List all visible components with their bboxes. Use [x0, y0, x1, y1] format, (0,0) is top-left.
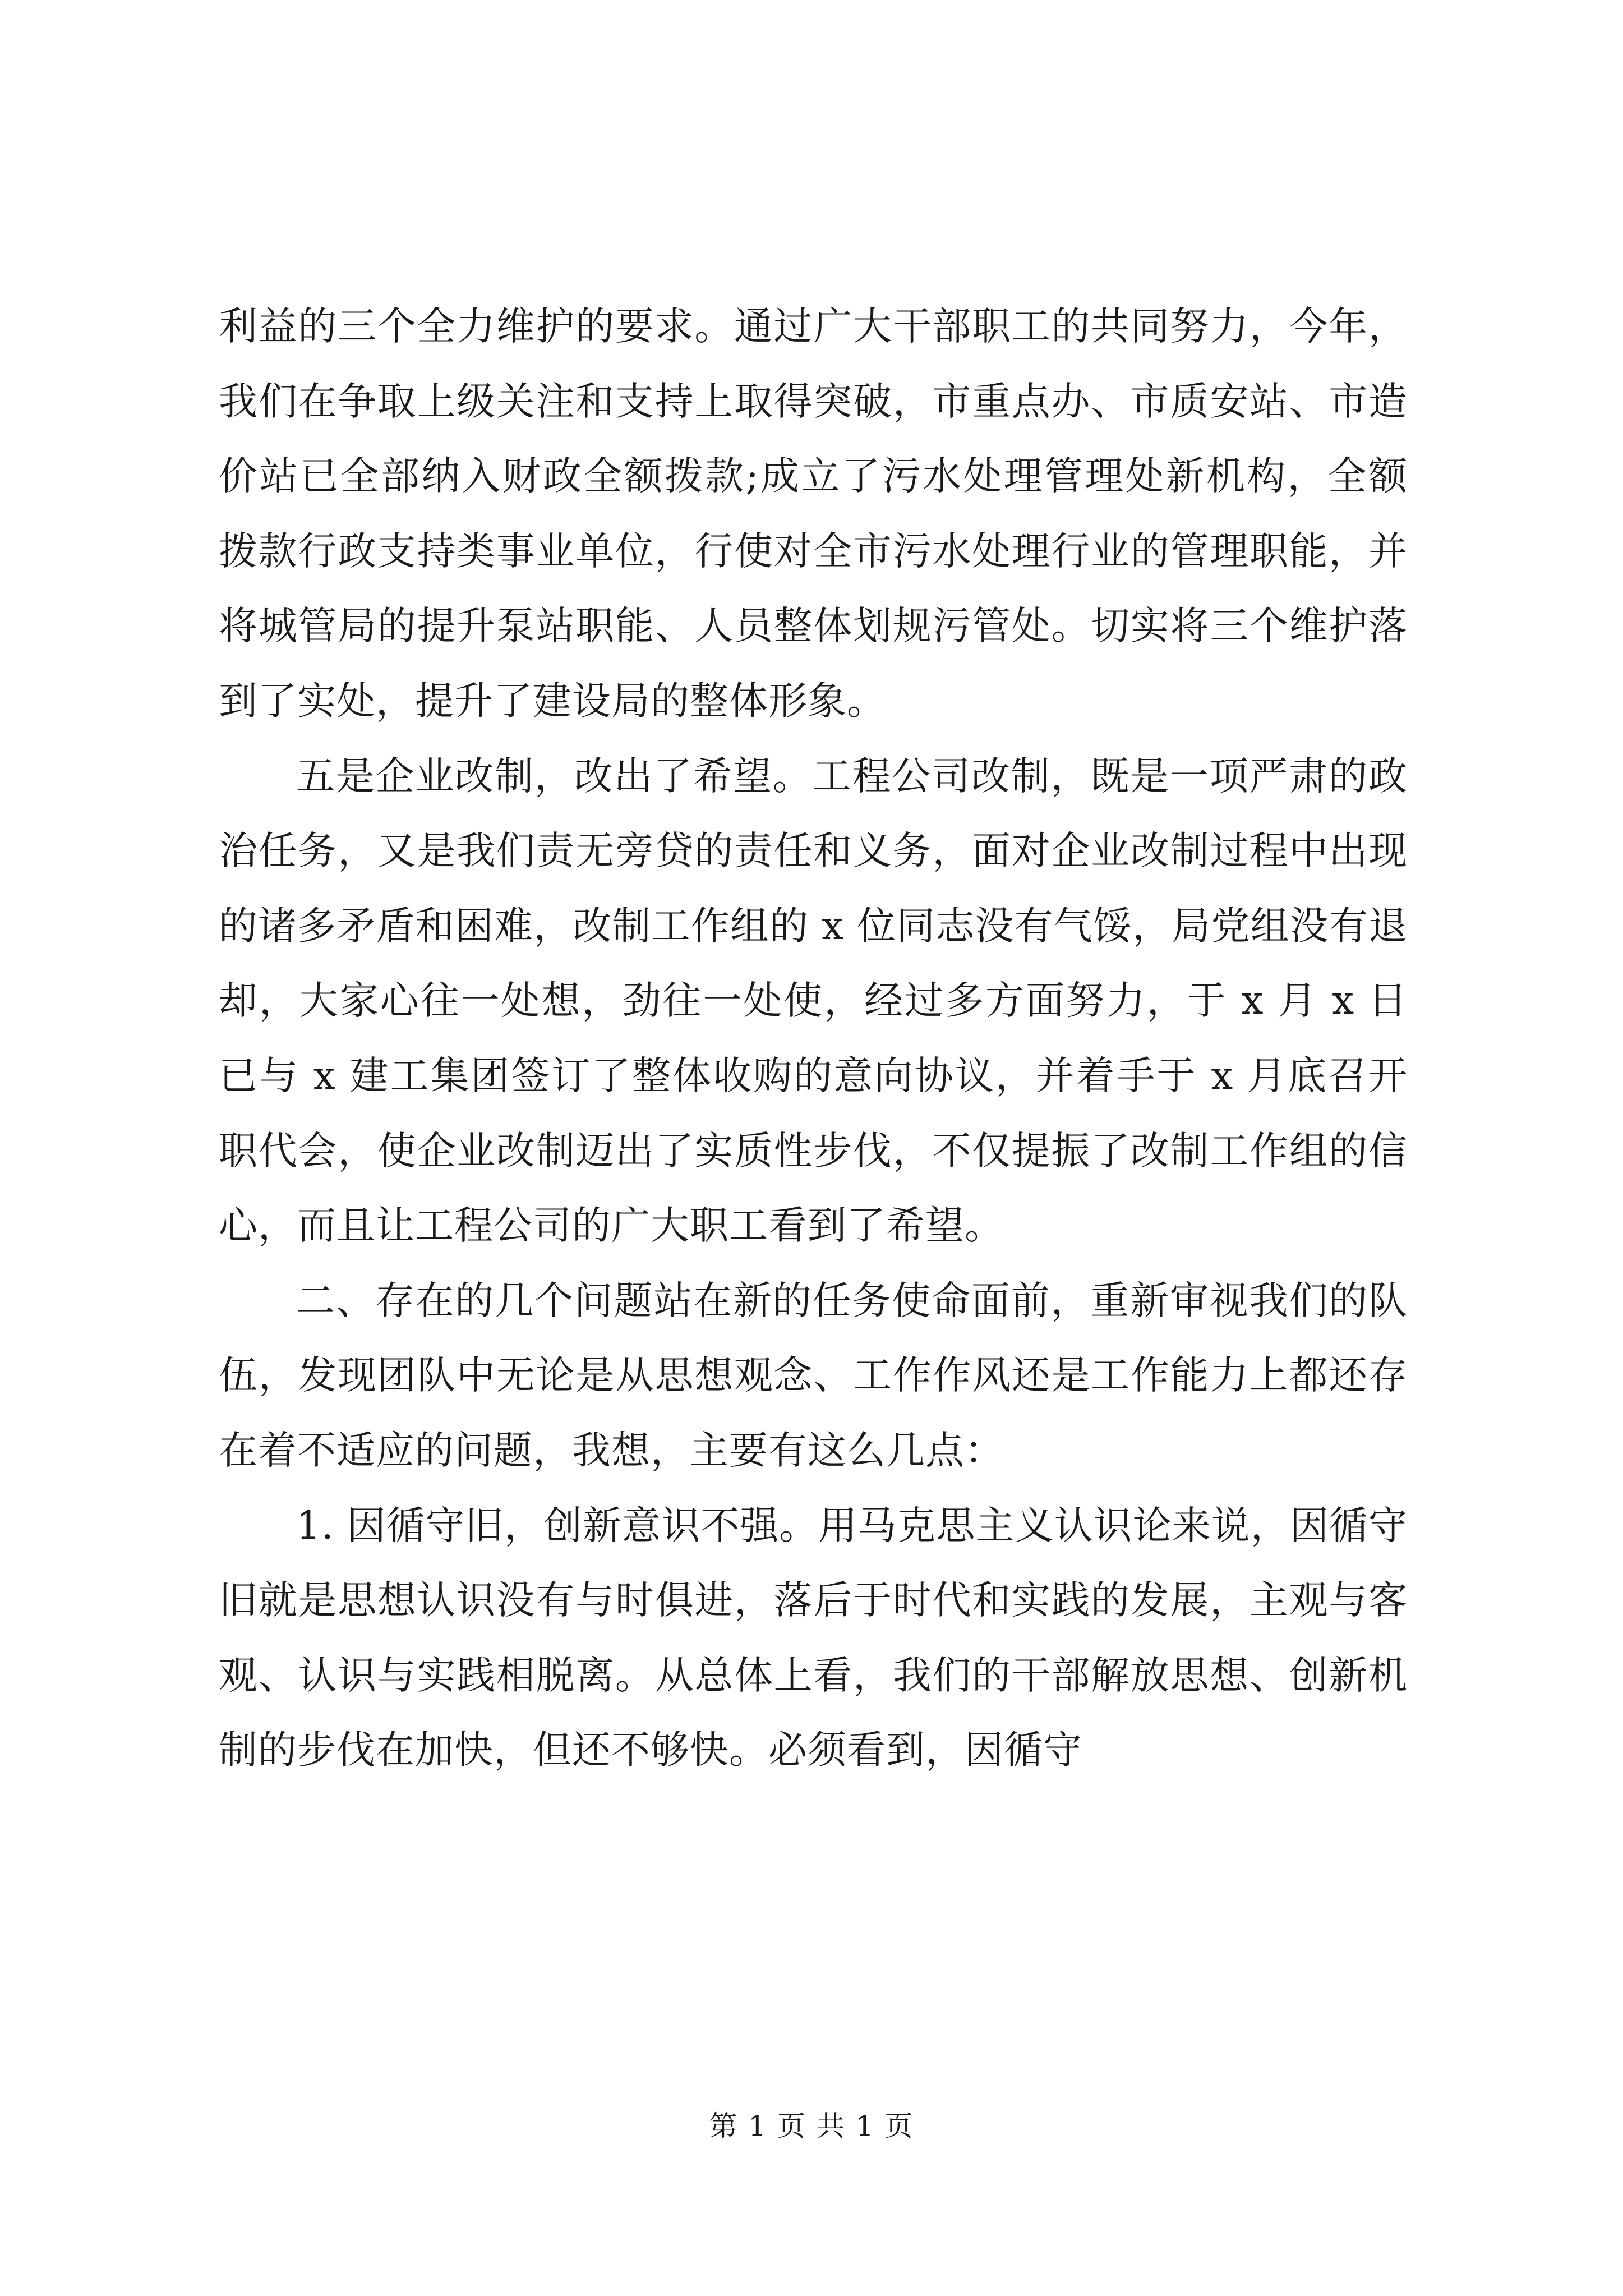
paragraph-2: 五是企业改制，改出了希望。工程公司改制，既是一项严肃的政治任务，又是我们责无旁贷的责任和义务，面对企业改制过程中出现的诸多矛盾和困难，改制工作组的 x 位同志没有气馁，局党组没有退却，大家心往一处想，劲往一处使，经过多方面努力，于 x 月 x 日已与 x 建工集团签订了整体收购的意向协议，并着手于 x 月底召开职代会，使企业改制迈出了实质性步伐，不仅提振了改制工作组的信心，而且让工程公司的广大职工看到了希望。: [219, 753, 1408, 1249]
document-body: [219, 289, 1408, 1788]
paragraph-4: 1. 因循守旧，创新意识不强。用马克思主义认识论来说，因循守旧就是思想认识没有与时俱进，落后于时代和实践的发展，主观与客观、认识与实践相脱离。从总体上看，我们的干部解放思想、创新机制的步伐在加快，但还不够快。必须看到，因循守: [219, 1503, 1408, 1773]
paragraph-1: 利益的三个全力维护的要求。通过广大干部职工的共同努力，今年，我们在争取上级关注和支持上取得突破，市重点办、市质安站、市造价站已全部纳入财政全额拨款;成立了污水处理管理处新机构，全额拨款行政支持类事业单位，行使对全市污水处理行业的管理职能，并将城管局的提升泵站职能、人员整体划规污管处。切实将三个维护落到了实处，提升了建设局的整体形象。: [219, 304, 1408, 724]
page-footer: 第 1 页 共 1 页: [709, 2110, 914, 2142]
paragraph-3: 二、存在的几个问题站在新的任务使命面前，重新审视我们的队伍，发现团队中无论是从思想观念、工作作风还是工作能力上都还存在着不适应的问题，我想，主要有这么几点：: [219, 1278, 1408, 1473]
